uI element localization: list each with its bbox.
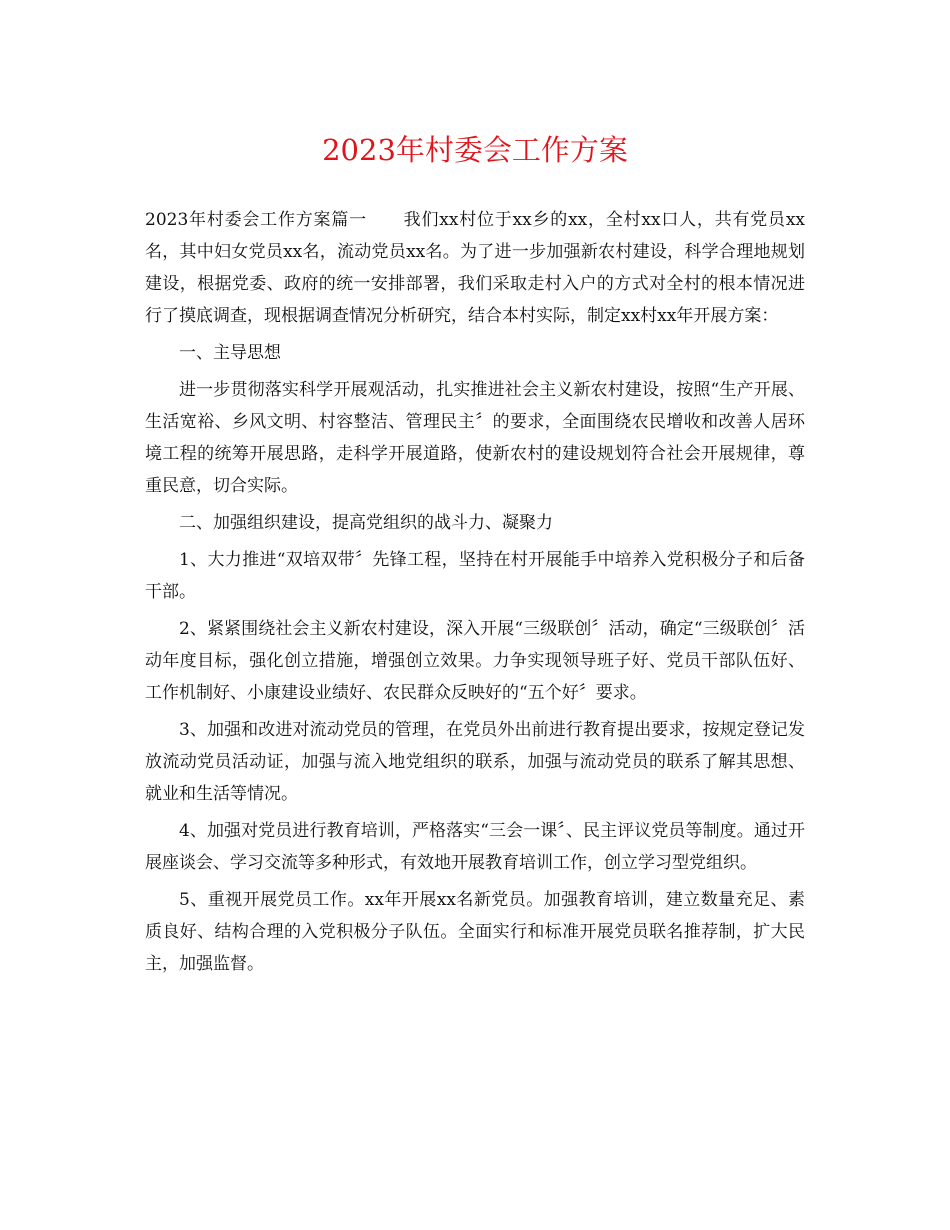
intro-paragraph [145, 204, 805, 332]
paragraph-item-5: 5、重视开展党员工作。xx年开展xx名新党员。加强教育培训，建立数量充足、素质良好、结构合理的入党积极分子队伍。全面实行和标准开展党员联名推荐制，扩大民主，加强监督。 [145, 890, 805, 974]
intro-heading: 2023年村委会工作方案篇一 [145, 210, 367, 230]
paragraph-item-1: 1、大力推进“双培双带〞先锋工程，坚持在村开展能手中培养入党积极分子和后备干部。 [145, 550, 805, 602]
section-heading-guiding-ideology: 一、主导思想 [179, 343, 281, 363]
paragraph-item-4: 4、加强对党员进行教育培训，严格落实“三会一课〞、民主评议党员等制度。通过开展座谈会、学习交流等多种形式，有效地开展教育培训工作，创立学习型党组织。 [145, 821, 805, 873]
document-body [145, 204, 805, 985]
paragraph-item-3: 3、加强和改进对流动党员的管理，在党员外出前进行教育提出要求，按规定登记发放流动党员活动证，加强与流入地党组织的联系，加强与流动党员的联系了解其思想、就业和生活等情况。 [145, 720, 805, 804]
paragraph-item-2: 2、紧紧围绕社会主义新农村建设，深入开展“三级联创〞活动，确定“三级联创〞活动年度目标，强化创立措施，增强创立效果。力争实现领导班子好、党员干部队伍好、工作机制好、小康建设业绩好、农民群众反映好的“五个好〞要求。 [145, 619, 805, 703]
section-heading-organization: 二、加强组织建设，提高党组织的战斗力、凝聚力 [179, 513, 553, 533]
document-title: 2023年村委会工作方案 [322, 133, 628, 167]
intro-text: 我们xx村位于xx乡的xx，全村xx口人，共有党员xx名，其中妇女党员xx名，流动党员xx名。为了进一步加强新农村建设，科学合理地规划建设，根据党委、政府的统一安排部署，我们采取走村入户的方式对全村的根本情况进行了摸底调查，现根据调查情况分析研究，结合本村实际，制定xx村xx年开展方案： [145, 210, 806, 326]
paragraph-guiding-ideology: 进一步贯彻落实科学开展观活动，扎实推进社会主义新农村建设，按照“生产开展、生活宽裕、乡风文明、村容整洁、管理民主〞的要求，全面围绕农民增收和改善人居环境工程的统筹开展思路，走科学开展道路，使新农村的建设规划符合社会开展规律，尊重民意，切合实际。 [145, 380, 805, 496]
